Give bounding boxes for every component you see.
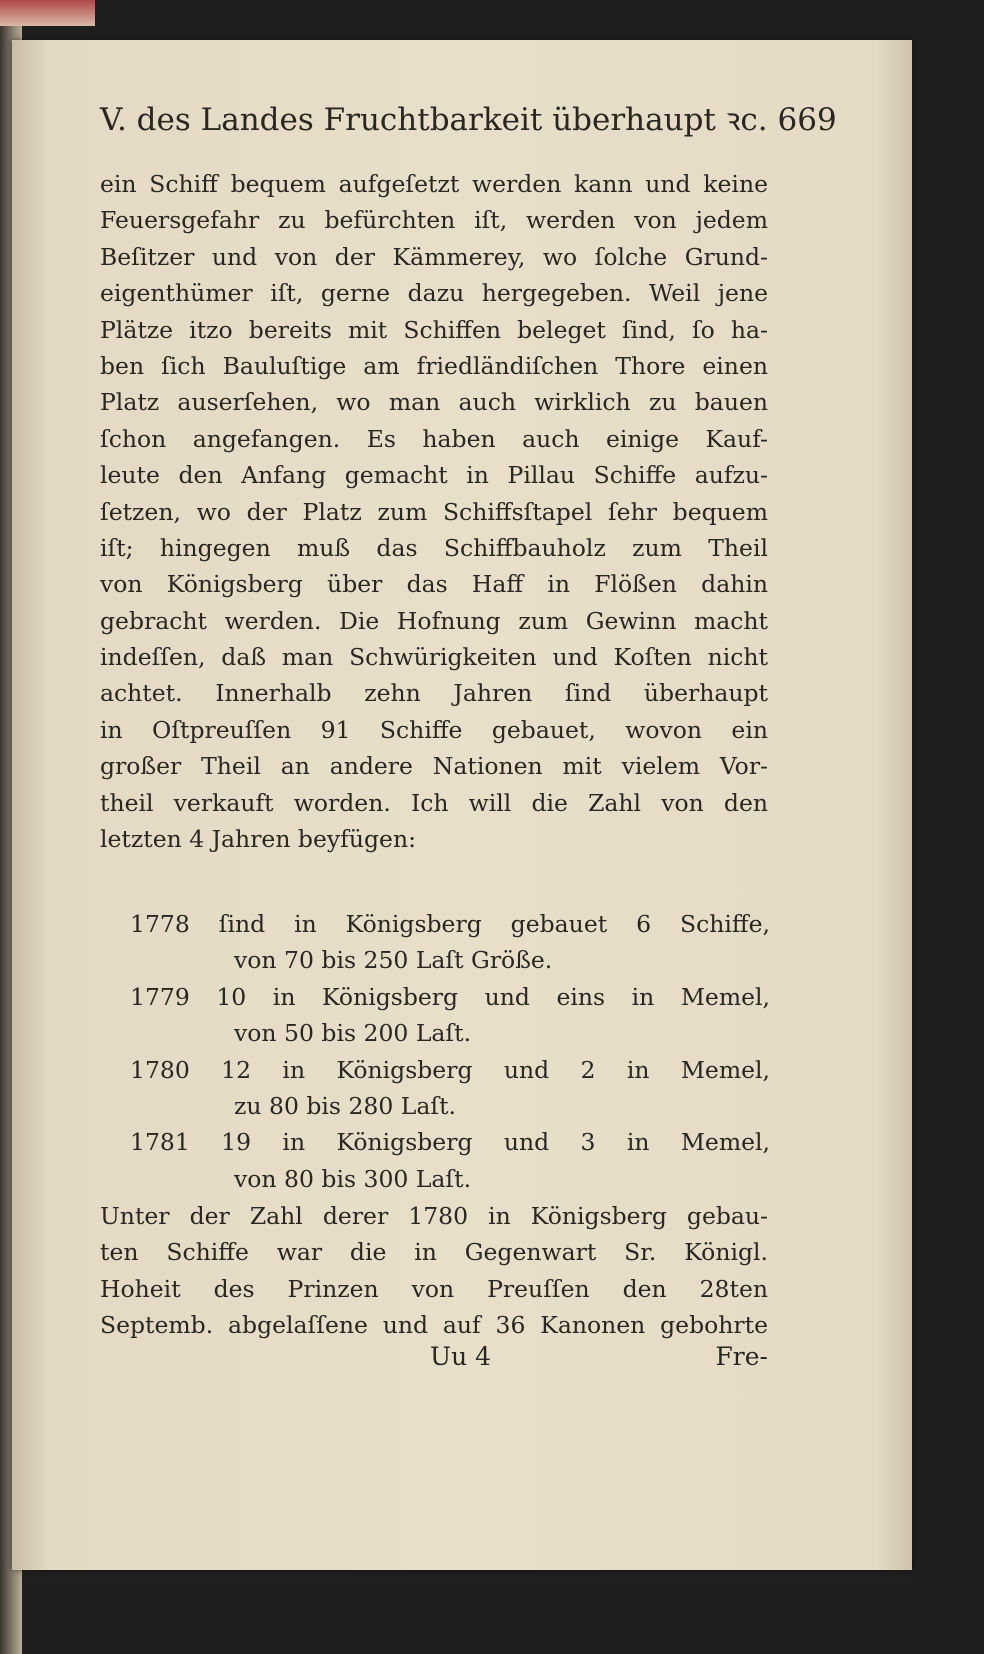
text-line: gebracht werden. Die Hofnung zum Gewinn macht	[100, 606, 768, 635]
signature-mark: Uu 4	[430, 1342, 492, 1371]
text-line: großer Theil an andere Nationen mit vielem Vor-	[100, 752, 768, 781]
closing-paragraph	[100, 1198, 768, 1344]
text-line: Septemb. abgelaſſene und auf 36 Kanonen gebohrte	[100, 1311, 768, 1340]
running-header	[100, 102, 837, 138]
text-line: ſchon angefangen. Es haben auch einige Kauf-	[100, 424, 768, 453]
text-line: ben ſich Bauluſtige am friedländiſchen Thore einen	[100, 351, 768, 380]
catchword: Fre-	[715, 1342, 768, 1371]
text-line: Platz auserſehen, wo man auch wirklich zu bauen	[100, 388, 768, 417]
text-line: ten Schiffe war die in Gegenwart Sr. Königl.	[100, 1238, 768, 1267]
text-line: Beſitzer und von der Kämmerey, wo ſolche Grund-	[100, 242, 768, 271]
ship-list-entry: 1779 10 in Königsberg und eins in Memel,	[130, 982, 770, 1011]
running-title: V. des Landes Fruchtbarkeit überhaupt ꝛc.	[100, 102, 768, 138]
page-footer	[100, 1342, 768, 1382]
ship-list-entry-detail: zu 80 bis 280 Laſt.	[234, 1091, 456, 1120]
text-line: ein Schiff bequem aufgeſetzt werden kann und keine	[100, 170, 768, 198]
ship-list-entry-detail: von 70 bis 250 Laſt Größe.	[234, 946, 553, 975]
text-line: iſt; hingegen muß das Schiffbauholz zum Theil	[100, 533, 768, 562]
book-binding-edge	[0, 0, 95, 26]
text-line: Plätze itzo bereits mit Schiffen beleget ſind, ſo ha-	[100, 315, 768, 344]
text-line: in Oſtpreuſſen 91 Schiffe gebauet, wovon ein	[100, 715, 768, 744]
ship-list-entry: 1778 ſind in Königsberg gebauet 6 Schiffe,	[130, 910, 770, 938]
text-line: indeſſen, daß man Schwürigkeiten und Koſten nicht	[100, 643, 768, 672]
body-paragraph	[100, 166, 768, 857]
text-line: Unter der Zahl derer 1780 in Königsberg gebau-	[100, 1202, 768, 1230]
text-line: von Königsberg über das Haff in Flößen dahin	[100, 570, 768, 599]
ship-list-entry-detail: von 50 bis 200 Laſt.	[234, 1019, 472, 1048]
ship-list	[130, 906, 770, 1197]
text-line: eigenthümer iſt, gerne dazu hergegeben. Weil jene	[100, 279, 768, 308]
text-line: letzten 4 Jahren beyfügen:	[100, 825, 416, 854]
text-line: ſetzen, wo der Platz zum Schiffsſtapel ſehr bequem	[100, 497, 768, 526]
book-page	[12, 40, 912, 1570]
text-line: Hoheit des Prinzen von Preuſſen den 28ten	[100, 1274, 768, 1303]
ship-list-entry: 1781 19 in Königsberg und 3 in Memel,	[130, 1128, 770, 1157]
text-line: theil verkauft worden. Ich will die Zahl von den	[100, 788, 768, 817]
ship-list-entry: 1780 12 in Königsberg und 2 in Memel,	[130, 1055, 770, 1084]
text-line: achtet. Innerhalb zehn Jahren ſind überhaupt	[100, 679, 768, 708]
ship-list-entry-detail: von 80 bis 300 Laſt.	[234, 1164, 472, 1193]
page-number: 669	[777, 102, 837, 138]
text-line: leute den Anfang gemacht in Pillau Schiffe aufzu-	[100, 461, 768, 490]
text-line: Feuersgefahr zu befürchten iſt, werden von jedem	[100, 206, 768, 235]
